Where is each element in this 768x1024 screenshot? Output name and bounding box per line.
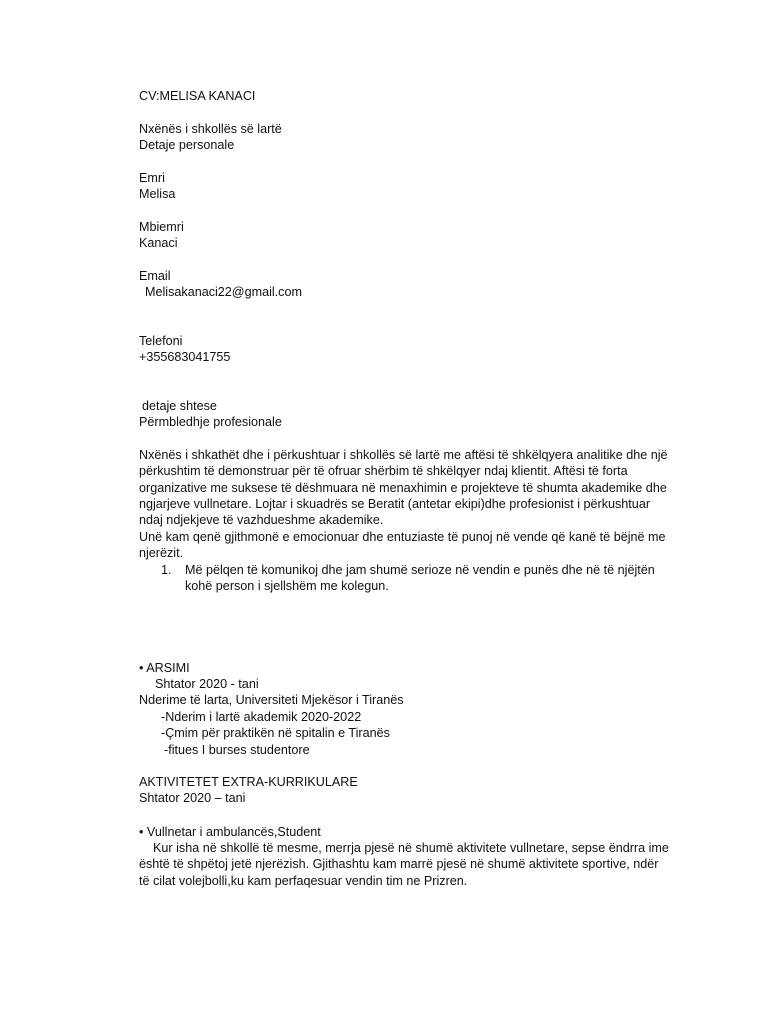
- email-value: Melisakanaci22@gmail.com: [145, 285, 302, 299]
- first-name-value: Melisa: [139, 187, 176, 201]
- extra-details-heading: detaje shtese: [142, 399, 217, 413]
- bullet-icon: •: [139, 825, 144, 839]
- summary-heading: Përmbledhje profesionale: [139, 415, 282, 429]
- education-institution: Nderime të larta, Universiteti Mjekësor i Tiranës: [139, 693, 404, 707]
- list-item-number: 1.: [161, 563, 172, 577]
- phone-value: +355683041755: [139, 350, 231, 364]
- education-heading-row: [139, 660, 190, 676]
- education-item: -Nderim i lartë akademik 2020-2022: [161, 710, 362, 724]
- last-name-value: Kanaci: [139, 236, 178, 250]
- education-heading: ARSIMI: [146, 661, 190, 675]
- extracurricular-date: Shtator 2020 – tani: [139, 791, 246, 805]
- bullet-icon: •: [139, 661, 144, 675]
- summary-paragraph-2: Unë kam qenë gjithmonë e emocionuar dhe entuziaste të punoj në vende që kanë të bëjnë me njerëzit.: [139, 530, 666, 561]
- extracurricular-description: Kur isha në shkollë të mesme, merrja pjesë në shumë aktivitete vullnetare, sepse ëndrra ime është të shpëtoj jetë njerëzish. Gjithashtu kam marrë pjesë në shumë aktivitete sportive, ndër të cilat volejbolli,ku kam perfaqesuar vendin tim ne Prizren.: [139, 841, 669, 888]
- phone-label: Telefoni: [139, 334, 183, 348]
- summary-paragraph: Nxënës i shkathët dhe i përkushtuar i shkollës së lartë me aftësi të shkëlqyera analitike dhe një përkushtim të demonstruar për të ofruar shërbim të shkëlqyer ndaj klientit. Aftësi të forta organizative me suksese të dëshmuara në menaxhimin e projekteve të shumta akademike dhe ngjarjeve vullnetare. Lojtar i skuadrës se Beratit (antetar ekipi)dhe profesionist i përkushtuar ndaj ndjekjeve të vazhdueshme akademike.: [139, 448, 668, 528]
- extracurricular-heading: AKTIVITETET EXTRA-KURRIKULARE: [139, 775, 358, 789]
- list-item-text: Më pëlqen të komunikoj dhe jam shumë serioze në vendin e punës dhe në të njëjtën kohë person i sjellshëm me kolegun.: [185, 563, 655, 594]
- email-label: Email: [139, 269, 171, 283]
- education-item: -fitues I burses studentore: [164, 743, 310, 757]
- first-name-label: Emri: [139, 171, 165, 185]
- cv-subtitle: Nxënës i shkollës së lartë: [139, 122, 282, 136]
- education-item: -Çmim për praktikën në spitalin e Tiranës: [161, 726, 390, 740]
- extracurricular-role-row: [139, 824, 321, 840]
- last-name-label: Mbiemri: [139, 220, 184, 234]
- extracurricular-role: Vullnetar i ambulancës,Student: [146, 825, 321, 839]
- personal-details-heading: Detaje personale: [139, 138, 235, 152]
- education-date: Shtator 2020 - tani: [155, 677, 259, 691]
- cv-title: CV:MELISA KANACI: [139, 89, 256, 103]
